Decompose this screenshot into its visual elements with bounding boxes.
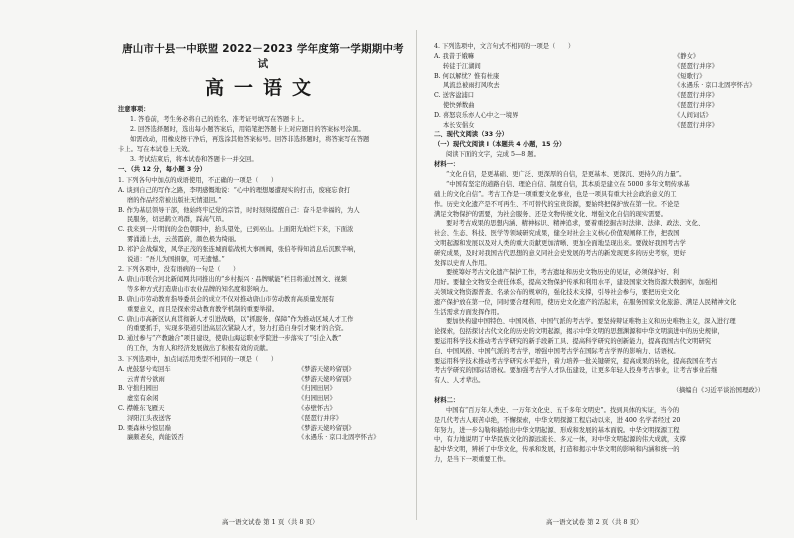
material2-label: 材料二：	[434, 396, 460, 404]
option-row	[434, 52, 784, 62]
notice-line: 1. 答卷前，考生务必将自己的姓名、准考证号填写在答题卡上。	[130, 116, 309, 123]
option-line: 的工作，为育人和经济发展做出了积极有效的贡献。	[127, 344, 272, 352]
page-footer-1: 高一语文试卷 第 1 页（共 8 页）	[222, 518, 319, 526]
question-1	[118, 176, 408, 264]
option-row	[118, 404, 408, 414]
option-source: 《梦游天姥吟留别》	[298, 424, 355, 432]
option-source: 《琵琶行并序》	[674, 121, 719, 129]
option-row	[118, 424, 408, 434]
option-text: 转徒于江湖间	[443, 62, 481, 70]
option-row	[118, 375, 408, 385]
passage-line: 文明起源和发展以及对人类的重大贡献更加清晰、更加全面地呈现出来。要做好我国考古学	[434, 239, 686, 247]
passage-line: 础上的文化自信”。考古工作是一项重要文化事业，也是一项具有重大社会政治意义的工	[434, 190, 677, 198]
option-source: 《归园田居》	[298, 395, 336, 403]
option-source: 《人间词话》	[674, 111, 712, 119]
reading-instruction: 阅读下面的文字，完成 5—8 题。	[446, 151, 540, 159]
passage-line: 起中华文明，辨析了中华文化，传承和发展，打造和揭示中华文明的影响和内涵和统一的	[434, 446, 680, 454]
exam-page-1	[96, 0, 414, 538]
passage-line: 满足文物保护的需要，为社会服务、还是文物传统文化、增强文化自信的现实需要。	[434, 210, 667, 218]
option-text: 本长安倡女	[443, 121, 475, 129]
option-text: D. 喜怒哀乐亦人心中之一境界	[434, 111, 519, 119]
passage-line: 论探索，包括探讨古代文化的历史的文明起源，揭示中华文明的思想渊源和中华文明演进中的历史规律，	[434, 328, 724, 336]
option-source: 《琵琶行并序》	[674, 62, 719, 70]
question-stem: 2. 下列各项中，没有语病的一句是（ ）	[118, 266, 240, 274]
option-text: 使快弹数曲	[443, 101, 475, 109]
passage-line: 中国有“百万年人类史、一万年文化史、五千多年文明史”。找到具体的实证，当今的	[446, 406, 680, 414]
passage-line: 是几代考古人艰苦卓绝，不懈探索，中华文明探源工程启动以来，进 400 名学者经过 20	[434, 416, 681, 424]
notice-line: 3. 考试结束后，将本试卷和答题卡一并交回。	[130, 156, 258, 163]
passage-line: 年努力，进一步勾勒和描绘出中华文明起源、形成和发展的基本面貌。中华文明探源工程	[434, 426, 680, 434]
option-line: D. 通过参与“产教融合”项目建设，使唐山海运职业学院进一步落实了“引企入教”	[118, 335, 342, 343]
option-row	[118, 433, 408, 443]
option-line: D. 祁沪会战爆发，风华正茂的张连城面临战机大事画阀，张伯苓得知消息后沉默半响，	[118, 245, 360, 253]
passage-line: 要对考古成果的思想内涵、精神标识、精神追求，要着重挖掘古时法律、法律、政法、文化、	[446, 220, 705, 228]
option-source: 《琵琶行并序》	[674, 101, 719, 109]
material1-passage	[434, 170, 784, 386]
option-text: B. 守拙归园田	[118, 385, 159, 393]
option-line: A. 谈到自己的写作之路，李明感慨地说：“心中的理想屡遭现实的打击，废寝忘食打	[118, 187, 351, 194]
option-text: B. 何以解忧？惟有杜康	[434, 72, 500, 80]
passage-line: “中国有坚定的道路自信、理论自信、制度自信，其本质是建立在 5000 多年文明传承基	[446, 181, 690, 189]
notice-line: 2. 回答选择题时，选出每小题答案后，用铅笔把答题卡上对应题目的答案标号涂黑。	[130, 126, 365, 133]
option-row	[434, 101, 784, 111]
passage-line: 社会、生态、科技、医学等领域研究成果，健全对社会主义核心价值观阐释工作，把我国	[434, 230, 680, 238]
question-stem: 4. 下列选项中，文言句式不相同的一项是（ ）	[434, 43, 575, 50]
option-line: C. 唐山市高新区认真贯彻新人才引进战略，以“抓服务、保障”作为推动区域人才工作	[118, 315, 354, 323]
option-source: 《归园田居》	[298, 385, 336, 393]
option-text: C. 襟帷东飞雁天	[118, 404, 165, 412]
question-2	[118, 265, 408, 353]
option-line: 说道：“吾儿为国捐躯，可无遗憾。”	[127, 255, 225, 263]
passage-line: 要统筹好考古文化遗产保护工作，考古遗址和历史文物历史的见证，必须保护好、利	[446, 269, 679, 277]
option-source: 《琵琶行并序》	[674, 92, 719, 100]
option-line: 等多种方式打造唐山市农业品牌的知名度和影响力。	[127, 286, 272, 294]
option-text: A. 虎鼓瑟兮鸾回车	[118, 365, 171, 373]
option-text: 虚室有余闲	[127, 395, 159, 403]
option-source: 《赤壁怀古》	[298, 404, 336, 412]
option-source: 《静女》	[674, 53, 700, 60]
exam-title: 唐山市十县一中联盟 2022－2023 学年度第一学期期中考试	[122, 43, 404, 70]
option-text: D. 栗森林兮惊层巅	[118, 424, 171, 432]
option-row	[434, 72, 784, 82]
option-line: 的重要抓手，实现多渠道引进高层次紧缺人才，努力打造自身引才聚才的合资。	[127, 325, 348, 333]
option-line: A. 唐山市联合河北新闻网共同推出的“乡村振兴 · 品牌赋能”栏目将通过图文、视频	[118, 276, 347, 284]
option-row	[434, 111, 784, 121]
question-stem: 1. 下列各句中加点的成语使用，不正确的一项是（ ）	[118, 177, 278, 184]
option-row	[434, 91, 784, 101]
passage-line: 要加快构建中国特色、中国风格、中国气派的考古学。要坚持辩证唯物主义和历史唯物主义，深入进行理	[446, 318, 736, 326]
option-line: 雾涌涌上去，云蒸霞蔚，颜色极为绮丽。	[127, 235, 241, 243]
option-row	[434, 121, 784, 131]
passage-line: 遗产保护放在第一位，同时要合理利用，使历史文化遗产的活起来，在服务国家文化旅游、满足人民精神文化	[434, 298, 737, 306]
option-line: 民服务，切忌鹤立鸡群，踩高气昂。	[127, 216, 228, 224]
option-line: 磨的作品经常被出版社无情退回。”	[127, 196, 222, 204]
option-text: C. 送客湓浦口	[434, 92, 475, 100]
question-3	[118, 355, 408, 443]
option-line: C. 我来到一片明润的金色朝阳中，抬头望处，已到巫山。上面阳光灿烂下来，下面浓	[118, 226, 354, 234]
option-line: B. 作为基层领导干部，他始终牢记党的宗旨，时时刻刻提醒自己：奋斗是幸福的，为人	[118, 206, 360, 214]
notice-block	[118, 115, 408, 165]
passage-line: 有人、人才辈出。	[434, 377, 485, 385]
option-row	[118, 414, 408, 424]
option-row	[118, 384, 408, 394]
notice-title: 注意事项：	[118, 106, 150, 113]
passage-line: 中，有力地说明了中华民族文化的源远流长、多元一体，对中华文明起源的伟大成就，支撑	[434, 436, 686, 444]
notice-line: 卡上。写在本试卷上无效。	[118, 146, 194, 153]
passage-line: 要运用科学技术推动考古学研究水平提升，着力培养一批关键研究，提高成果的转化，提高我国在考古	[434, 357, 718, 365]
option-row	[118, 365, 408, 375]
passage-line: 白、中国风格、中国气派的考古学，增强中国考古学在国际考古学界的影响力、话语权。	[434, 347, 680, 355]
passage-line: 要运用科学技术推动考古学研究的新手段新工具、提高科学研究的创新能力，提高我国古代文明研究	[434, 337, 712, 345]
material1-label: 材料一：	[434, 161, 460, 169]
passage-line: 作。历史文化遗产是不可再生、不可替代的宝贵资源，要始终把保护放在第一位。不论是	[434, 200, 680, 208]
passage-line: 研究成果，及时对我国古代思想的意义同社会史发展的考古的新发现更多的历史考察，更好	[434, 249, 686, 257]
option-text: 云青青兮欲雨	[127, 375, 165, 383]
option-row	[434, 81, 784, 91]
subsection-title: （一）现代文阅读 Ⅰ（本题共 4 小题，15 分）	[434, 141, 566, 149]
option-line: 重要意义，而且是探索劳动教育教学机制的重要举措。	[127, 305, 279, 313]
option-source: 《梦游天姥吟留别》	[298, 365, 355, 373]
option-source: 《琵琶行并序》	[298, 414, 343, 422]
page-fold-divider	[416, 30, 417, 520]
option-row	[434, 62, 784, 72]
option-text: 浔阳江头夜送客	[127, 414, 172, 422]
passage-line: “文化自信，是更基础、更广泛、更深厚的自信，是更基本、更深沉、更持久的力量”。	[446, 171, 686, 179]
notice-line: 如需改动，用橡皮擦干净后，再选涂其他答案标号。回答非选择题时，将答案写在答题	[130, 136, 370, 143]
subject-title: 高一语文	[204, 77, 321, 99]
option-text: 风流总被雨打风吹去	[443, 82, 500, 90]
passage-line: 用好。要健全文物安全责任体系，提高文物保护传承和利用水平，建设国家文物资源大数据库，加强相	[434, 279, 718, 287]
option-row	[118, 394, 408, 404]
material1-source: （摘编自《习近平谈治国理政》）	[672, 386, 764, 394]
option-text: 廉颇老矣，尚能饭否	[127, 434, 184, 442]
passage-line: 考古学研究的国际话语权。要加强考古学人才队伍建设，让更多年轻人投身考古事业，让考古事业后继	[434, 367, 718, 375]
option-source: 《短歌行》	[674, 72, 706, 80]
passage-line: 生活需求方面发挥作用。	[434, 308, 504, 316]
option-source: 《永遇乐 · 京口北固亭怀古》	[674, 82, 756, 90]
question-stem: 3. 下列选项中，加点词活用类型不相同的一项是（ ）	[118, 355, 278, 363]
passage-line: 力，是当下一项重要工作。	[434, 455, 510, 463]
section1-title: 一、（共 12 分，每小题 3 分）	[118, 166, 207, 173]
passage-line: 发挥以史育人作用。	[434, 259, 491, 267]
question-4	[434, 42, 784, 130]
option-text: A. 我昔于娥嘛	[434, 53, 475, 60]
option-source: 《永遇乐 · 京口北固亭怀古》	[298, 434, 380, 442]
option-source: 《梦游天姥吟留别》	[298, 375, 355, 383]
passage-line: 关领域文物资源普查、名录公布的规章的，强化技术支撑，引导社会参与，要把历史文化	[434, 288, 680, 296]
exam-page-2	[420, 0, 794, 538]
page-footer-2: 高一语文试卷 第 2 页（共 8 页）	[546, 518, 643, 526]
option-line: B. 唐山市劳动教育指导委员会的成立不仅对推动唐山市劳动教育高质量发展有	[118, 295, 335, 303]
section2-title: 二、现代文阅读（33 分）	[434, 131, 508, 139]
material2-passage	[434, 406, 784, 465]
